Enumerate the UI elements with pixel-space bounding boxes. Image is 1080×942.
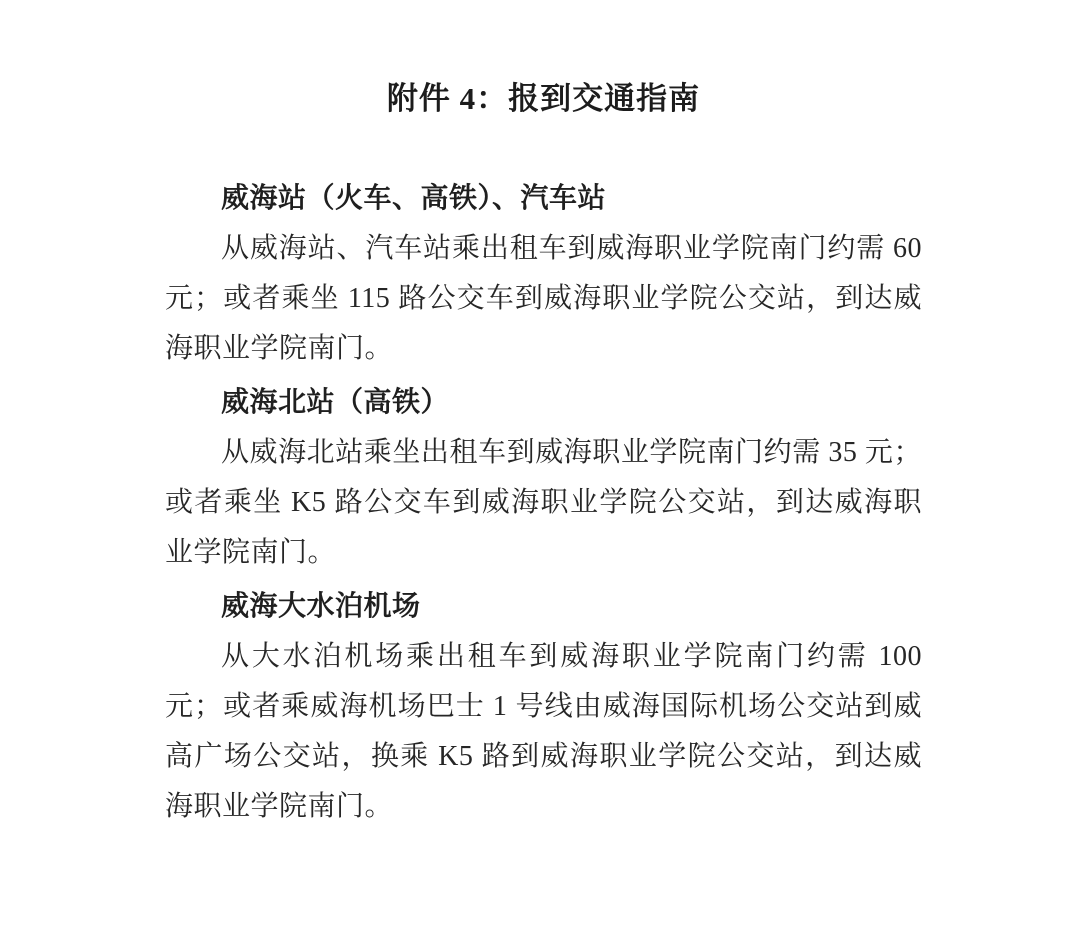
document-title: 附件 4：报到交通指南 — [386, 81, 701, 116]
document-content — [165, 77, 922, 832]
section-weihai-north-station — [165, 378, 922, 578]
document-body — [165, 174, 922, 832]
section-body-dashuibo-airport: 从大水泊机场乘出租车到威海职业学院南门约需 100 元；或者乘威海机场巴士 1 号线由威海国际机场公交站到威高广场公交站，换乘 K5 路到威海职业学院公交站，到达威海职业学院南门。 — [165, 641, 922, 822]
section-heading-dashuibo-airport: 威海大水泊机场 — [221, 591, 421, 622]
section-heading-weihai-station: 威海站（火车、高铁）、汽车站 — [221, 183, 607, 214]
section-dashuibo-airport — [165, 582, 922, 832]
section-weihai-station — [165, 174, 922, 374]
section-body-weihai-station: 从威海站、汽车站乘出租车到威海职业学院南门约需 60 元；或者乘坐 115 路公交车到威海职业学院公交站，到达威海职业学院南门。 — [165, 233, 922, 364]
section-body-weihai-north-station: 从威海北站乘坐出租车到威海职业学院南门约需 35 元；或者乘坐 K5 路公交车到威海职业学院公交站，到达威海职业学院南门。 — [165, 437, 922, 568]
section-heading-weihai-north-station: 威海北站（高铁） — [221, 387, 450, 418]
